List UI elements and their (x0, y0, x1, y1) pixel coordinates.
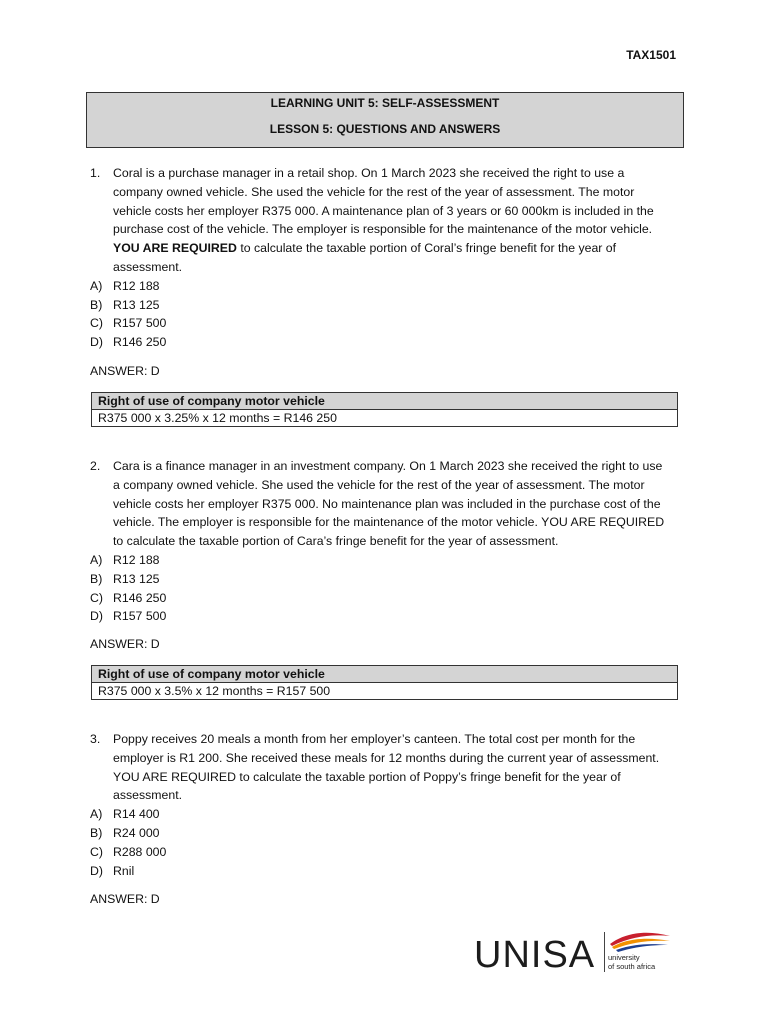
calculation-table-2 (91, 665, 678, 700)
option-d (90, 607, 680, 626)
required-emphasis: YOU ARE REQUIRED (113, 241, 237, 256)
option-b (90, 570, 680, 589)
question-number: 2. (90, 459, 101, 473)
option-letter: B) (90, 825, 103, 840)
question-line: vehicle. The employer is responsible for the maintenance of the motor vehicle. YOU ARE REQUIRED (113, 515, 665, 530)
option-letter: C) (90, 316, 103, 331)
question-stem (90, 730, 680, 805)
option-letter: C) (90, 590, 103, 605)
question-number: 3. (90, 732, 101, 746)
question-text (113, 457, 680, 551)
question-line: Poppy receives 20 meals a month from her employer’s canteen. The total cost per month for the (113, 732, 636, 746)
option-d (90, 333, 680, 352)
option-letter: D) (90, 609, 103, 624)
unisa-logo (474, 928, 674, 976)
course-code: TAX1501 (626, 48, 676, 62)
question-line: YOU ARE REQUIRED to calculate the taxable portion of Poppy’s fringe benefit for the year of (113, 769, 621, 784)
option-letter: B) (90, 297, 103, 312)
question-stem (90, 164, 680, 277)
option-value: R13 125 (113, 297, 160, 312)
question-line: assessment. (113, 788, 183, 803)
question-line: assessment. (113, 259, 183, 274)
option-d (90, 862, 680, 881)
option-value: R12 188 (113, 552, 160, 567)
logo-sub-line: university (608, 953, 640, 962)
option-letter: D) (90, 335, 103, 350)
lesson-title: LESSON 5: QUESTIONS AND ANSWERS (269, 122, 501, 136)
option-letter: A) (90, 807, 103, 822)
option-value: R146 250 (113, 335, 167, 350)
question-1 (90, 164, 680, 352)
question-line: Cara is a finance manager in an investment company. On 1 March 2023 she received the right to use (113, 459, 663, 473)
question-line: employer is R1 200. She received these meals for 12 months during the current year of assessment. (113, 750, 660, 765)
table-header: Right of use of company motor vehicle (92, 393, 678, 410)
option-value: R12 188 (113, 278, 160, 293)
question-text (113, 730, 680, 805)
question-line: purchase cost of the vehicle. The employer is responsible for the maintenance of the motor vehicle. (113, 222, 653, 237)
question-stem (90, 457, 680, 551)
lesson-header (86, 92, 684, 148)
question-line: vehicle costs her employer R375 000. A maintenance plan of 3 years or 60 000km is included in the (113, 203, 654, 218)
answer-2: ANSWER: D (90, 637, 160, 651)
option-value: R24 000 (113, 825, 160, 840)
option-letter: C) (90, 844, 103, 859)
table-cell: R375 000 x 3.25% x 12 months = R146 250 (92, 410, 678, 427)
question-line: Coral is a purchase manager in a retail shop. On 1 March 2023 she received the right to use a (113, 166, 625, 180)
question-line: vehicle costs her employer R375 000. No maintenance plan was included in the purchase cost of the (113, 496, 661, 511)
option-letter: B) (90, 571, 103, 586)
option-b (90, 824, 680, 843)
logo-sub-line: of south africa (608, 962, 656, 971)
option-value: R288 000 (113, 844, 167, 859)
option-c (90, 589, 680, 608)
question-2 (90, 457, 680, 626)
table-cell: R375 000 x 3.5% x 12 months = R157 500 (92, 683, 678, 700)
option-c (90, 843, 680, 862)
option-value: R146 250 (113, 590, 167, 605)
logo-wordmark: UNISA (474, 934, 596, 976)
option-a (90, 805, 680, 824)
answer-1: ANSWER: D (90, 364, 160, 378)
answer-3: ANSWER: D (90, 892, 160, 906)
option-letter: A) (90, 278, 103, 293)
option-letter: D) (90, 863, 103, 878)
logo-divider (604, 932, 605, 972)
learning-unit-title: LEARNING UNIT 5: SELF-ASSESSMENT (270, 96, 500, 110)
option-value: R14 400 (113, 807, 160, 822)
question-number: 1. (90, 166, 101, 180)
required-text: to calculate the taxable portion of Coral’s fringe benefit for the year of (236, 241, 617, 256)
option-value: Rnil (113, 863, 135, 878)
question-line: to calculate the taxable portion of Cara’s fringe benefit for the year of assessment. (113, 534, 559, 549)
question-text (113, 164, 680, 277)
table-header: Right of use of company motor vehicle (92, 666, 678, 683)
option-c (90, 314, 680, 333)
question-line (113, 239, 680, 258)
option-letter: A) (90, 552, 103, 567)
question-line: company owned vehicle. She used the vehicle for the rest of the year of assessment. The motor (113, 184, 635, 199)
option-b (90, 296, 680, 315)
option-a (90, 551, 680, 570)
option-value: R157 500 (113, 316, 167, 331)
question-3 (90, 730, 680, 880)
question-line: a company owned vehicle. She used the vehicle for the rest of the year of assessment. The motor (113, 477, 645, 492)
option-value: R13 125 (113, 571, 160, 586)
option-value: R157 500 (113, 609, 167, 624)
calculation-table-1 (91, 392, 678, 427)
option-a (90, 277, 680, 296)
logo-subtitle (608, 953, 655, 971)
logo-swoosh-icon (608, 928, 672, 954)
